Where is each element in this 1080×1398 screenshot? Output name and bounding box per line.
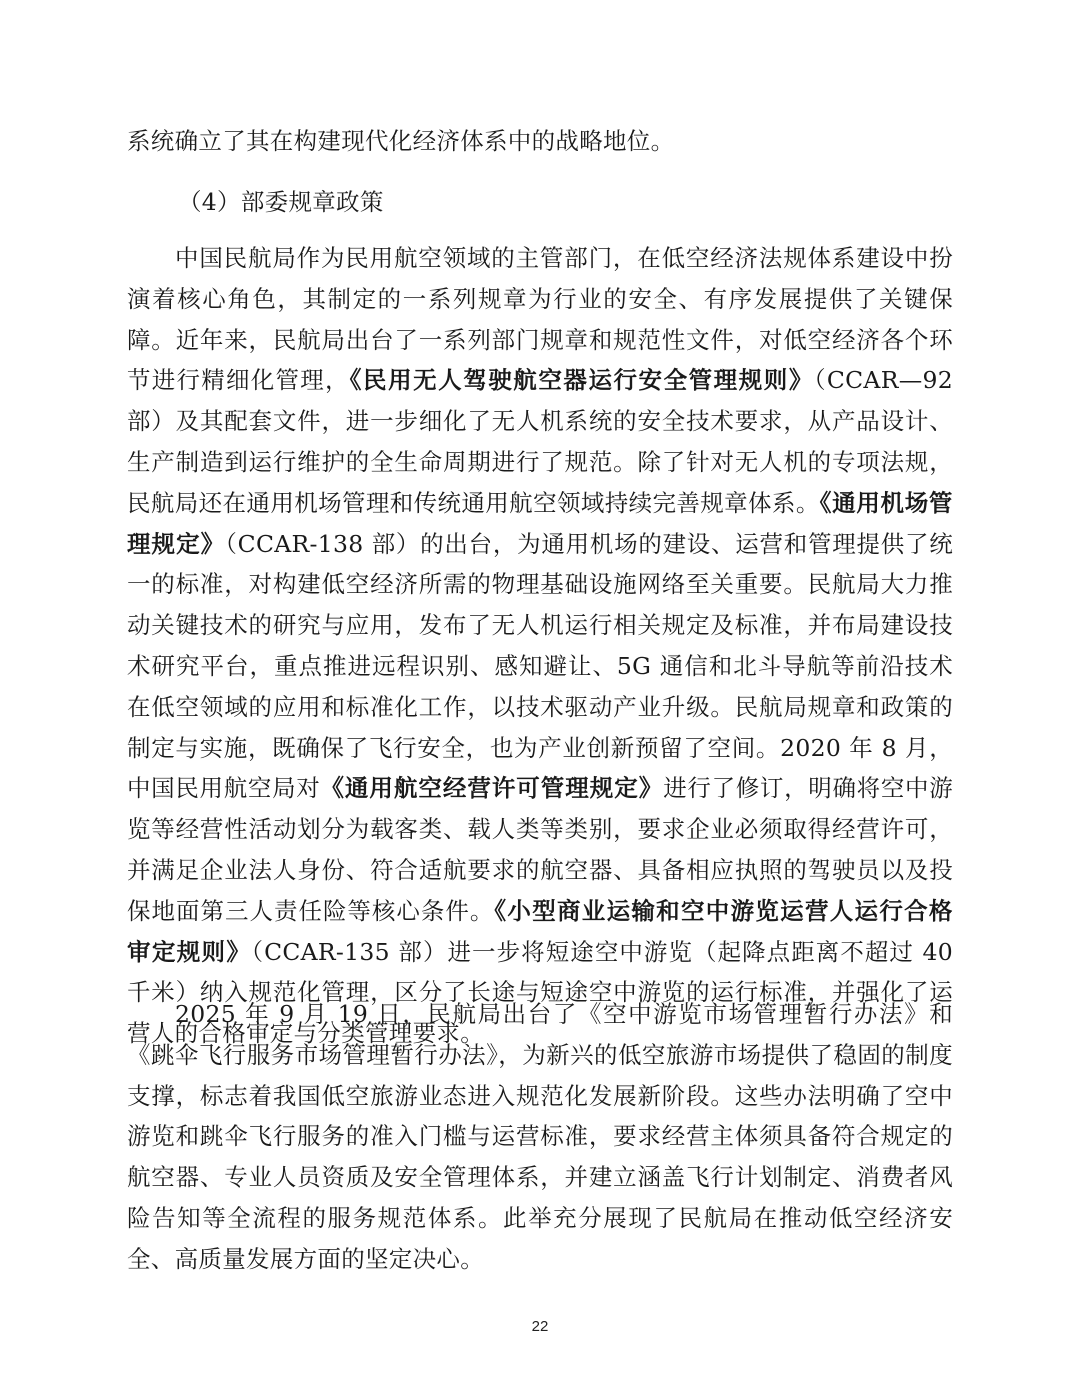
paragraph-continuation-text: 系统确立了其在构建现代化经济体系中的战略地位。 [127,127,675,155]
regulation-title: 《通用航空经营许可管理规定》 [320,774,664,803]
regulation-title: 《跳伞飞行服务市场管理暂行办法》 [127,1040,499,1069]
regulation-title: 《民用无人驾驶航空器运行安全管理规则》 [349,366,814,395]
regulation-title: 《空中游览市场管理暂行办法》 [577,1000,930,1028]
text-run: 进行了修订，明确将空中游览等经营性活动划分为载客类、载人类等类别，要求企业必须取得经营许可，并满足企业法人身份、符合适航要求的航空器、具备相应执照的驾驶员以及投保地面第三人责任险等核心条件。 [127,774,953,925]
paragraph-second [127,994,953,1280]
paragraph-main [127,238,953,1054]
paragraph-continuation [127,121,953,162]
paragraph-second-text [127,994,953,1280]
text-run: ，为新兴的低空旅游市场提供了稳固的制度支撑，标志着我国低空旅游业态进入规范化发展新阶段。这些办法明确了空中游览和跳伞飞行服务的准入门槛与运营标准，要求经营主体须具备符合规定的航空器、专业人员资质及安全管理体系，并建立涵盖飞行计划制定、消费者风险告知等全流程的服务规范体系。此举充分展现了民航局在推动低空经济安全、高质量发展方面的坚定决心。 [127,1040,953,1273]
regulation-title: 《小型商业运输和空中游览运营人运行合格审定规则》 [127,896,954,966]
section-heading-text: （4）部委规章政策 [178,188,384,216]
text-run: 2025 年 9 月 19 日，民航局出台了 [175,1000,578,1028]
paragraph-main-text [127,238,953,1054]
text-run: （CCAR-135 部）进一步将短途空中游览（起降点距离不超过 40 千米）纳入规范化管理，区分了长途与短途空中游览的运行标准，并强化了运营人的合格审定与分类管理要求。 [127,937,954,1048]
page-number: 22 [531,1318,549,1335]
text-run: 中国民航局作为民用航空领域的主管部门，在低空经济法规体系建设中扮演着核心角色，其制定的一系列规章为行业的安全、有序发展提供了关键保障。近年来，民航局出台了一系列部门规章和规范性文件，对低空经济各个环节进行精细化管理， [127,244,953,395]
text-run: （CCAR-138 部）的出台，为通用机场的建设、运营和管理提供了统一的标准，对构建低空经济所需的物理基础设施网络至关重要。民航局大力推动关键技术的研究与应用，发布了无人机运行相关规定及标准，并布局建设技术研究平台，重点推进远程识别、感知避让、5G 通信和北斗导航等前沿技术在低空领域的应用和标准化工作，以技术驱动产业升级。民航局规章和政策的制定与实施，既确保了飞行安全，也为产业创新预留了空间。2020 年 8 月，中国民用航空局对 [127,529,954,803]
regulation-title: 《通用机场管理规定》 [127,488,954,558]
section-heading [178,182,778,223]
text-run: （CCAR—92 部）及其配套文件，进一步细化了无人机系统的安全技术要求，从产品设计、生产制造到运行维护的全生命周期进行了规范。除了针对无人机的专项法规，民航局还在通用机场管理和传统通用航空领域持续完善规章体系。 [127,366,954,517]
text-run: 和 [929,1000,954,1028]
